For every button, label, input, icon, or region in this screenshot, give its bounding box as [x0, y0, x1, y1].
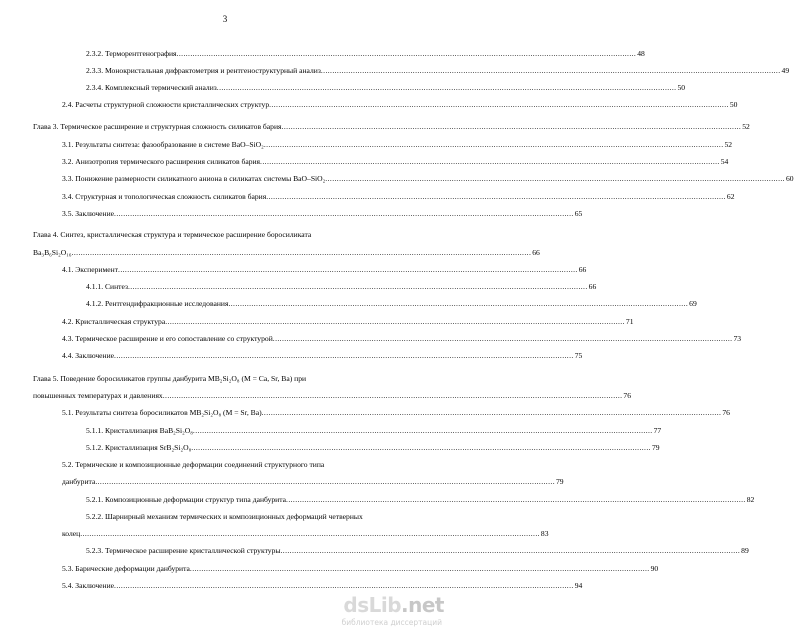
toc-leader-dots: ........................................................................................................................................................................................................ — [176, 49, 637, 58]
toc-leader-dots: ........................................................................................................................................................................................................ — [263, 140, 724, 149]
toc-leader-dots: ........................................................................................................................................................................................................ — [325, 174, 785, 183]
toc-page-number: 71 — [625, 317, 634, 326]
toc-entry-title: 3.5. Заключение — [62, 209, 115, 218]
toc-entry — [0, 580, 583, 592]
toc-page-number: 83 — [540, 529, 549, 538]
toc-entry — [0, 350, 583, 362]
toc-page-number: 76 — [722, 408, 730, 417]
toc-page-number: 94 — [574, 581, 583, 590]
toc-entry-title: 2.4. Расчеты структурной сложности кристаллических структур — [62, 100, 270, 109]
toc-leader-dots: ........................................................................................................................................................................................................ — [281, 122, 742, 131]
page-number: 3 — [222, 14, 228, 24]
toc-page-number: 73 — [733, 334, 742, 343]
toc-leader-dots: ........................................................................................................................................................................................................ — [286, 495, 746, 504]
toc-entry — [0, 264, 587, 276]
toc-entry-title: 4.2. Кристаллическая структура — [62, 317, 166, 326]
toc-entry — [0, 511, 450, 523]
toc-entry-title: 2.3.2. Терморентгенография — [86, 49, 177, 58]
toc-page-number: 49 — [781, 66, 790, 75]
toc-page-number: 66 — [532, 248, 540, 257]
toc-entry-title: 4.1.2. Рентгендифракционные исследования — [86, 299, 229, 308]
toc-entry — [0, 99, 738, 111]
toc-leader-dots: ........................................................................................................................................................................................................ — [118, 265, 578, 274]
toc-entry — [0, 173, 794, 185]
toc-entry-title: 5.4. Заключение — [62, 581, 115, 590]
toc-leader-dots: ........................................................................................................................................................................................................ — [127, 282, 588, 291]
toc-entry — [0, 156, 729, 168]
toc-entry-title: 3.4. Структурная и топологическая сложность силикатов бария — [62, 192, 267, 201]
toc-entry — [0, 229, 450, 241]
toc-page-number: 52 — [742, 122, 750, 131]
toc-entry — [0, 425, 662, 437]
toc-page-number: 66 — [578, 265, 587, 274]
toc-entry-title: данбурита — [62, 477, 96, 486]
toc-leader-dots: ........................................................................................................................................................................................................ — [260, 157, 720, 166]
toc-entry — [0, 476, 564, 488]
toc-page-number: 69 — [689, 299, 697, 308]
toc-entry — [0, 65, 790, 77]
toc-leader-dots: ........................................................................................................................................................................................................ — [320, 66, 781, 75]
toc-page-number: 66 — [588, 282, 597, 291]
toc-leader-dots: ........................................................................................................................................................................................................ — [261, 408, 722, 417]
toc-entry-title: повышенных температурах и давлениях — [33, 391, 163, 400]
toc-leader-dots: ........................................................................................................................................................................................................ — [191, 443, 651, 452]
toc-entry-title: 5.2.2. Шарнирный механизм термических и композиционных деформаций четверных — [86, 512, 363, 521]
toc-entry — [0, 373, 450, 385]
toc-entry — [0, 407, 730, 419]
toc-page-number: 48 — [637, 49, 645, 58]
watermark-logo-text — [343, 593, 444, 617]
toc-entry — [0, 316, 634, 328]
toc-entry-title: 5.3. Барические деформации данбурита — [62, 564, 190, 573]
toc-entry-title: Глава 5. Поведение боросиликатов группы данбурита MB₂Si₂O₈ (M = Ca, Sr, Ba) при — [33, 374, 307, 383]
toc-page-number: 89 — [741, 546, 749, 555]
toc-leader-dots: ........................................................................................................................................................................................................ — [192, 426, 653, 435]
toc-entry-title: 2.3.4. Комплексный термический анализ — [86, 83, 217, 92]
toc-page-number: 50 — [677, 83, 686, 92]
toc-entry — [0, 139, 733, 151]
toc-page-number: 60 — [785, 174, 794, 183]
toc-entry — [0, 563, 659, 575]
toc-page-number: 77 — [653, 426, 662, 435]
toc-entry-title: 5.2.3. Термическое расширение кристаллической структуры — [86, 546, 281, 555]
toc-page-number: 90 — [650, 564, 659, 573]
toc-entry — [0, 545, 749, 557]
toc-leader-dots: ........................................................................................................................................................................................................ — [114, 581, 574, 590]
toc-leader-dots: ........................................................................................................................................................................................................ — [269, 100, 729, 109]
toc-page-number: 76 — [623, 391, 632, 400]
toc-page-number: 50 — [729, 100, 738, 109]
toc-page-number: 82 — [746, 495, 755, 504]
toc-entry-title: Ba₃B₆Si₂O₁₆ — [33, 248, 72, 257]
toc-leader-dots: ........................................................................................................................................................................................................ — [216, 83, 677, 92]
watermark-caption: библиотека диссертаций — [341, 618, 442, 627]
toc-leader-dots: ........................................................................................................................................................................................................ — [162, 391, 623, 400]
toc-entry — [0, 528, 549, 540]
toc-page-number: 54 — [720, 157, 729, 166]
toc-page-number: 79 — [651, 443, 660, 452]
toc-entry — [0, 48, 645, 60]
watermark-logo — [334, 593, 444, 633]
toc-entry-title: 5.2. Термические и композиционные деформации соединений структурного типа — [62, 460, 325, 469]
toc-entry — [0, 459, 450, 471]
toc-entry — [0, 121, 750, 133]
toc-entry-title: 5.1. Результаты синтеза боросиликатов MB₂Si₂O₈ (M = Sr, Ba) — [62, 408, 262, 417]
toc-entry — [0, 494, 755, 506]
toc-leader-dots: ........................................................................................................................................................................................................ — [80, 529, 540, 538]
toc-entry — [0, 281, 597, 293]
toc-entry-title: 5.1.2. Кристаллизация SrB₂Si₂O₈ — [86, 443, 192, 452]
toc-entry-title: колец — [62, 529, 81, 538]
toc-entry-title: 5.1.1. Кристаллизация BaB₂Si₂O₈ — [86, 426, 193, 435]
toc-entry-title: 4.4. Заключение — [62, 351, 115, 360]
toc-entry — [0, 208, 583, 220]
toc-leader-dots: ........................................................................................................................................................................................................ — [280, 546, 741, 555]
toc-page-number: 75 — [574, 351, 583, 360]
toc-entry — [0, 442, 660, 454]
toc-leader-dots: ........................................................................................................................................................................................................ — [165, 317, 625, 326]
toc-entry-title: 2.3.3. Монокристальная дифрактометрия и рентгеноструктурный анализ — [86, 66, 321, 75]
toc-entry-title: 4.1.1. Синтез — [86, 282, 128, 291]
toc-entry-title: Глава 3. Термическое расширение и структурная сложность силикатов бария — [33, 122, 282, 131]
toc-leader-dots: ........................................................................................................................................................................................................ — [228, 299, 689, 308]
toc-entry — [0, 333, 742, 345]
toc-entry-title: 3.2. Анизотропия термического расширения силикатов бария — [62, 157, 261, 166]
toc-entry — [0, 191, 735, 203]
toc-leader-dots: ........................................................................................................................................................................................................ — [114, 209, 574, 218]
toc-entry-title: 3.3. Понижение размерности силикатного аниона в силикатах системы BaO–SiO₂ — [62, 174, 326, 183]
toc-entry-title: Глава 4. Синтез, кристаллическая структура и термическое расширение боросиликата — [33, 230, 312, 239]
toc-page-number: 79 — [556, 477, 564, 486]
toc-leader-dots: ........................................................................................................................................................................................................ — [189, 564, 650, 573]
toc-entry-title: 3.1. Результаты синтеза: фазообразование в системе BaO–SiO₂ — [62, 140, 264, 149]
toc-page-number: 52 — [724, 140, 733, 149]
toc-entry — [0, 247, 540, 259]
toc-page-number: 65 — [574, 209, 583, 218]
toc-leader-dots: ........................................................................................................................................................................................................ — [114, 351, 574, 360]
toc-entry-title: 4.1. Эксперимент — [62, 265, 119, 274]
toc-page-number: 62 — [726, 192, 735, 201]
toc-entry — [0, 82, 686, 94]
toc-entry — [0, 298, 697, 310]
toc-entry-title: 4.3. Термическое расширение и его сопоставление со структурой — [62, 334, 273, 343]
toc-entry-title: 5.2.1. Композиционные деформации структур типа данбурита — [86, 495, 287, 504]
toc-leader-dots: ........................................................................................................................................................................................................ — [95, 477, 555, 486]
toc-leader-dots: ........................................................................................................................................................................................................ — [272, 334, 733, 343]
toc-leader-dots: ........................................................................................................................................................................................................ — [71, 248, 532, 257]
toc-entry — [0, 390, 632, 402]
watermark-logo-suffix: .net — [401, 593, 444, 617]
toc-leader-dots: ........................................................................................................................................................................................................ — [266, 192, 726, 201]
watermark-logo-main: dsLib — [343, 593, 402, 617]
